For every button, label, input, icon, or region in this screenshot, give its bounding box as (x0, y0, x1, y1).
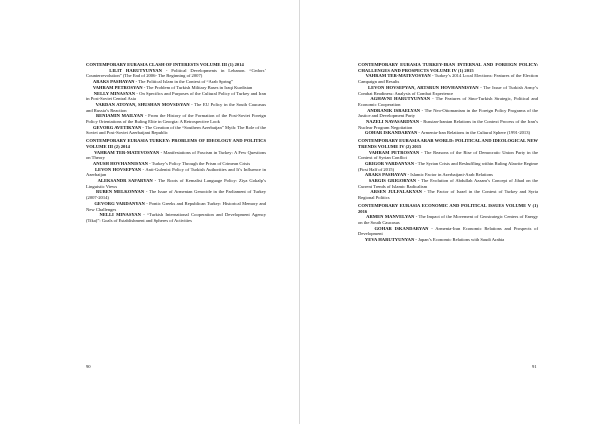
article-title: - Russian-Iranian Relations in the Context Process of the Iran’s Nuclear Program Negotiation (358, 119, 538, 130)
article-author: VAHRAM PETROSYAN (368, 149, 420, 155)
article-title: - Islamic Factor in Azerbaijani-Arab Relations (406, 172, 493, 178)
article-entry (358, 189, 538, 200)
article-entry (86, 201, 266, 212)
article-title: - Armenia-Iran Economic Relations and Prospects of Development (358, 225, 539, 237)
article-author: GEVORG VARDANYAN (94, 200, 145, 206)
article-title: - On Specifics and Purposes of the Cultural Policy of Turkey and Iran in Post-Soviet Central Asia (86, 90, 266, 102)
article-title: - Japan’s Economic Relations with Saudi Arabia (414, 237, 505, 243)
article-author: BENIAMIN MAILYAN (96, 113, 144, 119)
article-title: - Turkey’s 2014 Local Elections: Features of the Election Campaign and Results (358, 73, 538, 85)
right-column (358, 62, 538, 243)
article-title: - The Syrian Crisis and Reshuffling within Ruling Alawite Regime (First Half of 2015) (358, 160, 538, 172)
article-entry (86, 167, 266, 178)
article-author: ANUSH HOVHANNISYAN (92, 160, 148, 166)
article-author: GOHAR ISKANDARYAN (374, 225, 429, 231)
article-author: LEVON HOVSEPYAN (94, 166, 142, 172)
article-author: LEVON HOVSEPYAN, ARTSRUN HOVHANNISYAN (368, 84, 479, 90)
article-title: - The Roots of Kemalist Language Policy: Ziya Gokalp’s Linguistic Views (86, 178, 266, 189)
article-author: GRIGOR VARDANYAN (364, 160, 415, 166)
article-author: SARGIS GRIGORYAN (368, 178, 417, 184)
article-author: NAZELI NAVASARDYAN (365, 119, 420, 125)
article-entry (86, 189, 266, 200)
article-entry (86, 178, 266, 189)
article-author: ALEKSANDR SAFARYAN (97, 178, 153, 184)
article-entry (86, 125, 266, 136)
article-entry (86, 91, 266, 102)
article-entry (358, 178, 538, 189)
article-author: VAHRAM PETROSYAN (92, 84, 143, 90)
article-title: - “Turkish International Cooperation and Development Agency (Tika)”: Goals of Establishment and Spheres of Activities (86, 212, 267, 223)
article-author: ARAKS PASHAYAN (364, 172, 407, 178)
article-entry (358, 96, 538, 107)
article-title: - The Factor of Israel in the Context of Turkey and Syria Regional Politics (358, 189, 539, 201)
article-title: - The Neo-Ottomanism in the Foreign Policy Programs of the Justice and Development Party (358, 107, 538, 119)
article-author: VAHRAM TER-MATEVOSYAN (94, 149, 160, 155)
article-title: - The Evolution of Abdullah Azzam’s Concept of Jihad on the Current Trends of Islamic Radicalism (358, 178, 538, 189)
article-entry (86, 212, 266, 223)
article-author: ARAKS PASHAYAN (92, 79, 135, 85)
article-entry (358, 108, 538, 119)
article-title: - Manifestations of Fascism in Turkey: A Few Questions on Theory (86, 149, 266, 161)
article-author: VARDAN ATOYAN, SHUSHAN MOVSISYAN (95, 101, 190, 107)
article-title: - The EU Policy in the South Caucasus and Russia’s Reaction (86, 101, 267, 113)
article-title: - The Issue of Turkish Army’s Combat Readiness: Analysis of Combat Experience (358, 84, 538, 96)
article-title: - Pontic Greeks and Republican Turkey: Historical Memory and New Challenges (86, 200, 266, 212)
article-author: NELLY MINASYAN (93, 90, 136, 96)
article-author: ANDRANIK ISRAELYAN (367, 107, 421, 113)
section-heading: CONTEMPORARY EURASIA ECONOMIC AND POLITICAL ISSUES VOLUME V (1) 2016 (358, 202, 538, 214)
article-author: YEVA HARUTYUNYAN (364, 237, 415, 243)
article-entry (358, 119, 538, 130)
article-entry (358, 237, 538, 243)
section-heading: CONTEMPORARY EURASIA TURKEY-IRAN INTERNAL AND FOREIGN POLICY: CHALLENGES AND PROSPECTS VOLUME IV (1) 2015 (358, 62, 538, 73)
left-page-number: 90 (86, 364, 91, 369)
article-author: NELLI MINASYAN (99, 212, 141, 218)
article-author: GEVORG AVETIKYAN (92, 124, 142, 130)
section-heading: CONTEMPORARY EURASIA ARAB WORLD: POLITICAL AND IDEOLOGICAL NEW TRENDS VOLUME IV (2) 2015 (358, 138, 538, 149)
article-title: - The Political Islam in the Context of “Arab Spring” (134, 79, 234, 85)
article-entry (358, 85, 538, 96)
article-entry (358, 214, 538, 225)
article-title: - From the History of the Formation of the Post-Soviet Foreign Policy Orientations of the Ruling Elite in Georgia: A Retrospective Look (86, 113, 266, 125)
article-entry (358, 226, 538, 237)
article-entry (86, 150, 266, 161)
article-title: - The Reasons of the Rise of Democratic Union Party in the Context of Syrian Conflict (358, 149, 539, 161)
article-entry (86, 113, 266, 124)
left-column (86, 62, 266, 224)
article-title: - The Issue of Armenian Genocide in the Parliament of Turkey (2007-2014) (86, 189, 266, 201)
section-heading: CONTEMPORARY EURASIA CLASH OF INTERESTS VOLUME III (1) 2014 (86, 62, 244, 67)
article-title: - Armenia-Iran Relations in the Cultural Sphere (1991-2013) (417, 130, 531, 136)
article-author: ARMEN MANVELYAN (366, 214, 415, 220)
article-title: - The Features of Sino-Turkish Strategic, Political and Economic Cooperation (358, 96, 538, 107)
article-entry (358, 161, 538, 172)
right-page (300, 0, 600, 424)
article-title: - The Problem of Turkish Military Bases in Iraqi Kurdistan (142, 84, 253, 90)
article-entry (86, 68, 266, 79)
article-title: - Turkey’s Policy Through the Prism of Crimean Crisis (147, 160, 251, 166)
article-entry (358, 150, 538, 161)
article-title: - Political Developments in Lebanon. “Cedors’ Counterrevolution” (The End of 2006- The Beginning of 2007) (86, 67, 266, 79)
article-title: - Anti-Gulenist Policy of Turkish Authorities and It’s Influence in Azerbaijan (86, 166, 266, 178)
article-author: LILIT HARUTYUNYAN (109, 67, 162, 73)
article-title: - The Impact of the Movement of Geostrategic Centers of Energy on the South Caucasus (358, 214, 539, 225)
article-title: - The Creation of the “Southern Azerbaijan” Myth: The Role of the Soviet and Post-Soviet Azerbaijani Republic (86, 124, 266, 136)
article-author: ARSEN JULFALAKYAN (370, 189, 422, 195)
article-author: RUBEN MELKONYAN (95, 189, 145, 195)
article-author: AGHAVNI HARUTYUNYAN (370, 96, 431, 102)
section-heading: CONTEMPORARY EURASIA TURKEY: PROBLEMS OF IDEOLOGY AND POLITICS VOLUME III (2) 2014 (86, 138, 266, 149)
article-entry (358, 130, 538, 136)
right-page-number: 91 (532, 364, 537, 369)
article-entry (86, 102, 266, 113)
article-author: GOHAR ISKANDARYAN (364, 130, 418, 136)
article-author: VAHRAM TER-MATEVOSYAN (365, 73, 431, 79)
article-entry (358, 73, 538, 84)
